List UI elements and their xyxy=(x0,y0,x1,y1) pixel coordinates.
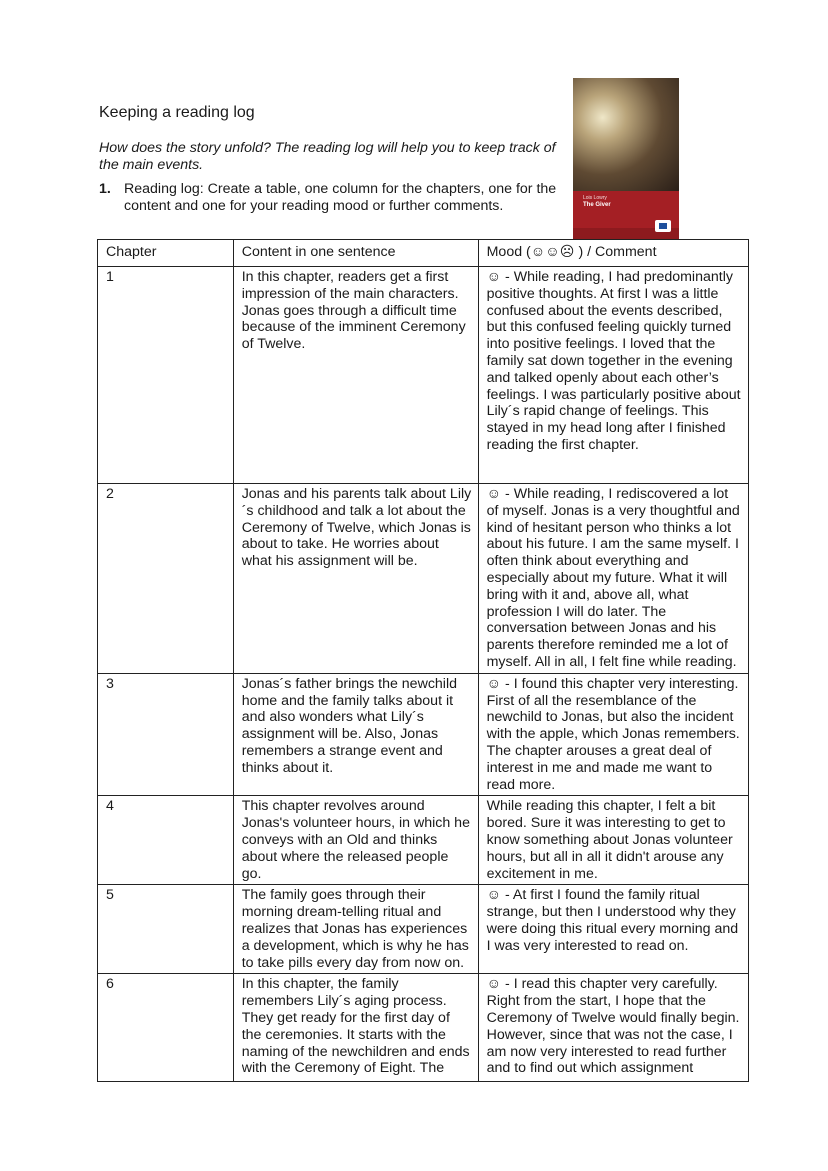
table-row xyxy=(98,885,749,974)
header-comment: Mood (☺☺☹ ) / Comment xyxy=(478,240,748,267)
chapter-cell: 4 xyxy=(98,796,234,885)
chapter-cell: 1 xyxy=(98,267,234,484)
reading-log-table xyxy=(97,239,749,1082)
table-header-row xyxy=(98,240,749,267)
content-text: In this chapter, the family remembers Lily´s aging process. They get ready for the first day of the ceremonies. It starts with the naming of the newchildren and ends with the Ceremony of Eight. The xyxy=(241,976,470,1077)
content-cell: This chapter revolves around Jonas's volunteer hours, in which he conveys with an Old and thinks about where the released people go. xyxy=(233,796,478,885)
comment-text: ☺ - I read this chapter very carefully. Right from the start, I hope that the Ceremony of Twelve would finally begin. However, since that was not the case, I am now very interested to read further and to find out which assignment xyxy=(486,976,740,1077)
comment-cell: ☺ - While reading, I had predominantly positive thoughts. At first I was a little confused about the events described, but this confused feeling quickly turned into positive feelings. I loved that the family sat down together in the evening and talked openly about each other’s feelings. I was particularly positive about Lily´s rapid change of feelings. This stayed in my head long after I finished reading the first chapter. xyxy=(478,267,748,484)
table-row xyxy=(98,484,749,674)
chapter-cell: 3 xyxy=(98,673,234,796)
content-cell: In this chapter, readers get a first impression of the main characters. Jonas goes through a difficult time because of the imminent Ceremony of Twelve. xyxy=(233,267,478,484)
intro-text: How does the story unfold? The reading log will help you to keep track of the main events. xyxy=(99,140,556,173)
table-row xyxy=(98,974,749,1082)
publisher-logo-icon xyxy=(655,220,671,232)
book-cover-image xyxy=(573,78,679,240)
comment-cell xyxy=(478,974,748,1082)
content-cell xyxy=(233,974,478,1082)
chapter-cell: 2 xyxy=(98,484,234,674)
task-text: Reading log: Create a table, one column for the chapters, one for the content and one for your reading mood or further comments. xyxy=(124,181,557,214)
comment-cell: ☺ - I found this chapter very interesting. First of all the resemblance of the newchild to Jonas, but also the incident with the apple, which Jonas remembers. The chapter arouses a great deal of interest in me and made me want to read more. xyxy=(478,673,748,796)
table-row xyxy=(98,267,749,484)
content-cell: The family goes through their morning dream-telling ritual and realizes that Jonas has experiences a development, which is why he has to take pills every day from now on. xyxy=(233,885,478,974)
comment-cell: While reading this chapter, I felt a bit bored. Sure it was interesting to get to know something about Jonas volunteer hours, but all in all it didn't arouse any excitement in me. xyxy=(478,796,748,885)
comment-cell: ☺ - At first I found the family ritual strange, but then I understood why they were doing this ritual every morning and I was very interested to read on. xyxy=(478,885,748,974)
cover-author: Lois Lowry xyxy=(583,195,607,201)
content-cell: Jonas and his parents talk about Lily´s childhood and talk a lot about the Ceremony of Twelve, which Jonas is about to take. He worries about what his assignment will be. xyxy=(233,484,478,674)
header-content: Content in one sentence xyxy=(233,240,478,267)
chapter-cell: 5 xyxy=(98,885,234,974)
content-cell: Jonas´s father brings the newchild home and the family talks about it and also wonders what Lily´s assignment will be. Also, Jonas remembers a strange event and thinks about it. xyxy=(233,673,478,796)
task-number: 1. xyxy=(99,181,111,197)
comment-cell: ☺ - While reading, I rediscovered a lot of myself. Jonas is a very thoughtful and kind of hesitant person who thinks a lot about his future. I am the same myself. I often think about everything and especially about my future. What it will bring with it and, above all, what profession I will do later. The conversation between Jonas and his parents therefore reminded me a lot of myself. All in all, I felt fine while reading. xyxy=(478,484,748,674)
table-row xyxy=(98,796,749,885)
page-title: Keeping a reading log xyxy=(99,104,255,121)
task-item xyxy=(99,181,569,215)
chapter-cell: 6 xyxy=(98,974,234,1082)
header-chapter: Chapter xyxy=(98,240,234,267)
table-row xyxy=(98,673,749,796)
cover-photo xyxy=(573,78,679,191)
cover-title: The Giver xyxy=(583,202,611,208)
